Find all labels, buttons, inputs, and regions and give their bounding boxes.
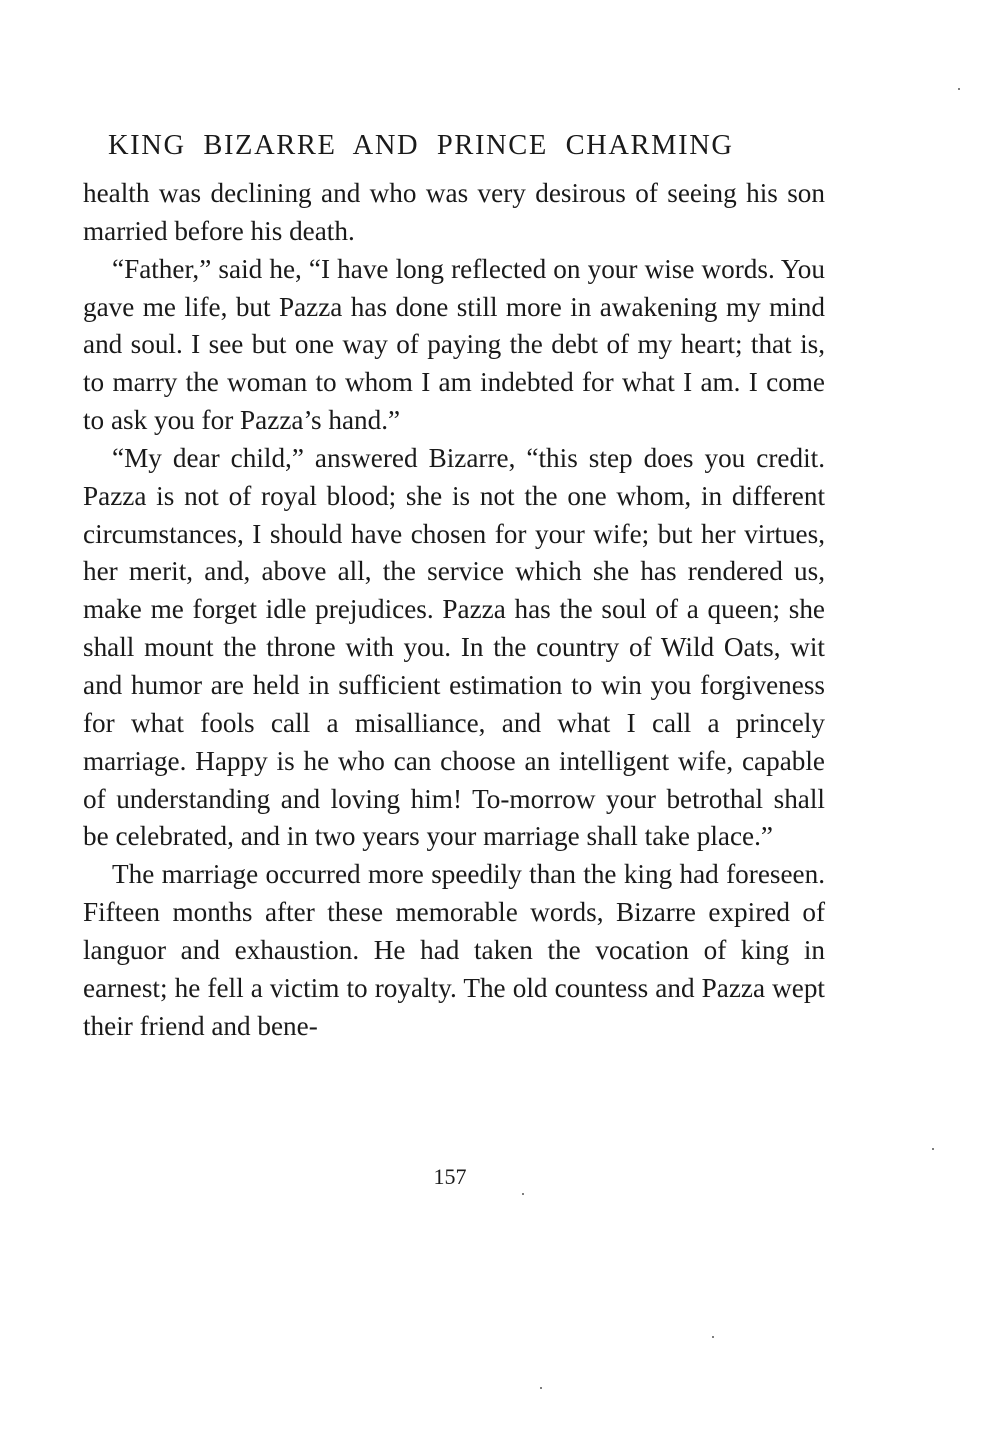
scan-speck (932, 1148, 934, 1150)
page-number: 157 (433, 1164, 467, 1189)
scan-speck (540, 1387, 542, 1389)
scan-speck (522, 1193, 524, 1195)
scan-speck (958, 88, 960, 90)
paragraph: “Father,” said he, “I have long reflected on your wise words. You gave me life, but Pazza has done still more in awakening my mind and soul. I see but one way of paying the debt of my heart; that is, to marry the woman to whom I am indebted for what I am. I come to ask you for Pazza’s hand.” (83, 253, 825, 436)
body-text (83, 175, 825, 1045)
paragraph: “My dear child,” answered Bizarre, “this step does you credit. Pazza is not of royal blood; she is not the one whom, in different circumstances, I should have chosen for your wife; but her virtues, her merit, and, above all, the service which she has rendered us, make me forget idle prejudices. Pazza has the soul of a queen; she shall mount the throne with you. In the country of Wild Oats, wit and humor are held in sufficient estimation to win you forgiveness for what fools call a misalliance, and what I call a princely marriage. Happy is he who can choose an intelligent wife, capable of understanding and loving him! To-morrow your betrothal shall be celebrated, and in two years your marriage shall take place.” (83, 442, 825, 852)
running-head: KING BIZARRE AND PRINCE CHARMING (108, 130, 734, 161)
paragraph-continued: health was declining and who was very desirous of seeing his son married before his death. (83, 178, 825, 246)
scan-speck (712, 1336, 714, 1338)
paragraph: The marriage occurred more speedily than the king had foreseen. Fifteen months after these memorable words, Bizarre expired of languor and exhaustion. He had taken the vocation of king in earnest; he fell a victim to royalty. The old countess and Pazza wept their friend and bene- (83, 859, 825, 1041)
